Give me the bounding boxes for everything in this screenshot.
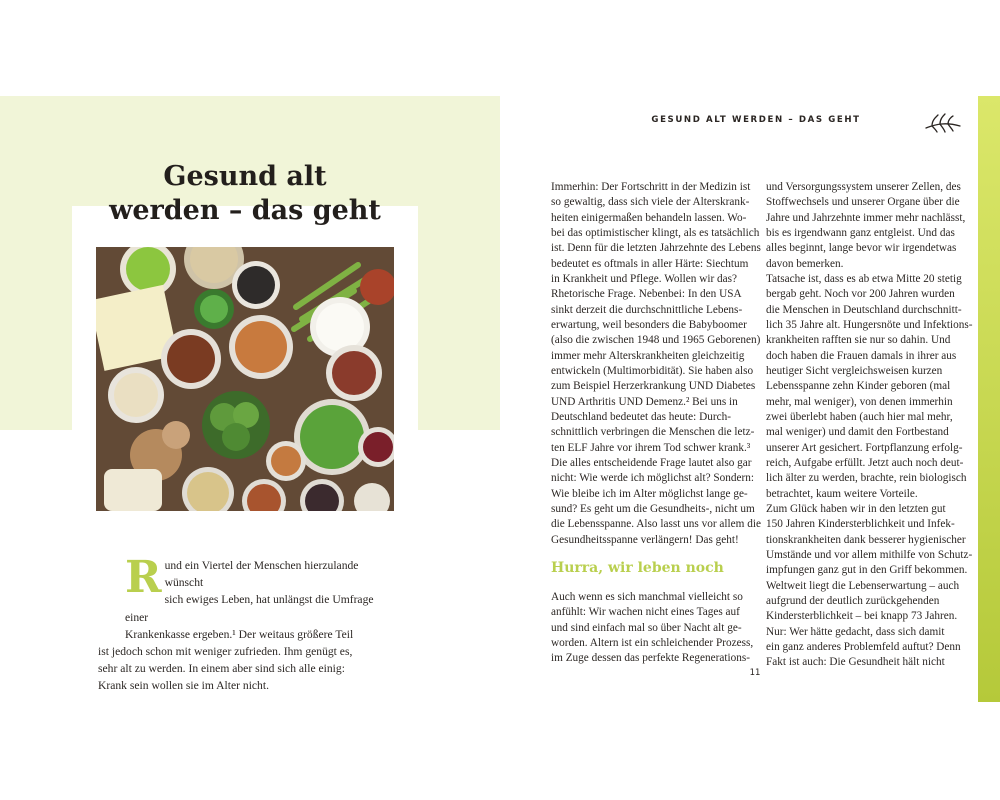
sprig-icon — [924, 112, 962, 134]
body-line: doch haben die Frauen damals in ihrer aus — [766, 349, 957, 362]
body-line: bis es irgendwann ganz entgleist. Und das — [766, 226, 955, 239]
body-line: Stoffwechsels und unserer Organe über die — [766, 196, 960, 209]
section-subheading: Hurra, wir leben noch — [551, 559, 724, 576]
body-line: Rhetorische Frage. Nebenbei: In den USA — [551, 288, 742, 301]
intro-line: sehr alt zu werden. In einem aber sind sich alle einig: — [98, 662, 345, 676]
body-line: (also die zwischen 1948 und 1965 Geborenen) — [551, 334, 761, 347]
body-line: lich älter zu werden, brachte, rein biologisch — [766, 472, 967, 485]
body-line: mehr, mal weniger), von denen immerhin — [766, 395, 953, 408]
body-line: worden. Altern ist ein schleichender Prozess, — [551, 636, 754, 649]
page-edge-strip — [978, 96, 1000, 702]
body-line: bergab geht. Noch vor 200 Jahren wurden — [766, 288, 955, 301]
body-line: ten ELF Jahre vor ihrem Tod schwer krank.³ — [551, 441, 751, 454]
body-line: Auch wenn es sich manchmal vielleicht so — [551, 590, 743, 603]
body-line: sund? Es geht um die Gesundheits-, nicht um — [551, 502, 755, 515]
body-line: anfühlt: Wir wachen nicht eines Tages auf — [551, 606, 740, 619]
intro-line: Krank sein wollen sie im Alter nicht. — [98, 679, 269, 693]
chapter-title-line-2: werden – das geht — [109, 195, 381, 226]
body-line: Weltweit liegt die Lebenserwartung – auch — [766, 579, 960, 592]
body-line: Lebensspanne zehn Kinder geboren (mal — [766, 380, 951, 393]
body-line: UND Arthritis UND Demenz.² Bei uns in — [551, 395, 738, 408]
body-line: betrachtet, kaum weitere Vorteile. — [766, 487, 918, 500]
body-line: heiten einigermaßen behandeln lassen. Wo- — [551, 211, 747, 224]
body-line: im Zuge dessen das perfekte Regenerations- — [551, 652, 750, 665]
body-line: Gesundheitsspanne verlängern! Das geht! — [551, 533, 739, 546]
body-line: heutiger Sicht vergleichsweisen kurzen — [766, 364, 943, 377]
body-line: unserer Art gesichert. Fortpflanzung erfolg- — [766, 441, 963, 454]
body-line: Tatsache ist, dass es ab etwa Mitte 20 stetig — [766, 272, 962, 285]
text-column-1 — [551, 180, 761, 667]
body-line: krankheiten rafften sie nur so dahin. Und — [766, 334, 951, 347]
body-line: aufgrund der deutlich zurückgehenden — [766, 594, 940, 607]
body-line: so gewaltig, dass sich viele der Alterskrank- — [551, 196, 750, 209]
body-line: davon bemerken. — [766, 257, 844, 270]
body-line: tionskrankheiten dank besserer hygienischer — [766, 533, 966, 546]
body-line: Fakt ist auch: Die Gesundheit hält nicht — [766, 656, 945, 669]
intro-line: ist jedoch schon mit weniger zufrieden. Ihm genügt es, — [98, 645, 353, 659]
body-line: entwickeln (Multimorbidität). Sie haben also — [551, 364, 754, 377]
body-line: 150 Jahren Kindersterblichkeit und Infek- — [766, 518, 955, 531]
body-line: erwartung, weil besonders die Babyboomer — [551, 318, 747, 331]
body-line: und sind einfach mal so über Nacht alt ge- — [551, 621, 742, 634]
body-line: die Lebensspanne. Also lasst uns vor allem die — [551, 518, 761, 531]
body-line: ist. Denn für die letzten Jahrzehnte des Lebens — [551, 242, 761, 255]
intro-line: und ein Viertel der Menschen hierzulande wünscht — [164, 559, 359, 590]
body-line: ein ganz anderes Problemfeld auftut? Denn — [766, 640, 961, 653]
body-line: Deutschland bedeutet das heute: Durch- — [551, 410, 731, 423]
body-line: Immerhin: Der Fortschritt in der Medizin ist — [551, 181, 751, 193]
running-head: GESUND ALT WERDEN – DAS GEHT — [651, 115, 861, 125]
body-line: Zum Glück haben wir in den letzten gut — [766, 502, 946, 515]
intro-paragraph — [98, 552, 387, 695]
body-line: bedeutet es oftmals in aller Härte: Siechtum — [551, 257, 749, 270]
body-line: die Menschen in Deutschland durchschnitt- — [766, 303, 962, 316]
body-line: bei das optimistischer klingt, als es tatsächlich — [551, 226, 760, 239]
body-line: impfungen ganz gut in den Griff bekommen. — [766, 564, 968, 577]
body-line: zwei überlebt haben (auch hier mal mehr, — [766, 410, 953, 423]
body-line: sinkt derzeit die durchschnittliche Lebens- — [551, 303, 743, 316]
body-line: in Krankheit und Pflege. Wollen wir das? — [551, 272, 738, 285]
chapter-title-line-1: Gesund alt — [163, 161, 327, 192]
body-line: Die alles entscheidende Frage lautet also gar — [551, 456, 752, 469]
body-line: Nur: Wer hätte gedacht, dass sich damit — [766, 625, 945, 638]
body-line: Kindersterblichkeit – bei knapp 73 Jahren. — [766, 610, 958, 623]
page-number: 11 — [749, 668, 761, 678]
intro-line: Krankenkasse ergeben.¹ Der weitaus größere Teil — [125, 627, 354, 641]
body-line: immer mehr Alterskrankheiten gleichzeitig — [551, 349, 745, 362]
body-line: zum Beispiel Herzerkrankung UND Diabetes — [551, 380, 756, 393]
body-line: alles beginnt, lange bevor wir irgendetwas — [766, 242, 957, 255]
body-line: reich, Aufgabe erfüllt. Jetzt auch noch deut- — [766, 456, 964, 469]
intro-line: sich ewiges Leben, hat unlängst die Umfrage einer — [125, 593, 374, 624]
food-flatlay-image — [96, 247, 394, 511]
body-line: Wie bleibe ich im Alter möglichst lange ge- — [551, 487, 748, 500]
body-line: lich 35 Jahre alt. Hungersnöte und Infektions- — [766, 318, 973, 331]
body-line: Umstände und vor allem mithilfe von Schutz- — [766, 548, 973, 561]
body-line: nicht: Wie werde ich möglichst alt? Sondern: — [551, 472, 755, 485]
body-line: Jahre und Jahrzehnte immer mehr nachlässt, — [766, 211, 966, 224]
body-line: schnittlich verbringen die Menschen die letz- — [551, 426, 755, 439]
body-line: mal weniger) und damit den Fortbestand — [766, 426, 949, 439]
food-flatlay-illustration — [96, 247, 394, 511]
drop-cap: R — [125, 552, 162, 603]
chapter-title — [90, 160, 400, 228]
text-column-2 — [766, 180, 973, 671]
body-line: und Versorgungssystem unserer Zellen, des — [766, 181, 961, 193]
